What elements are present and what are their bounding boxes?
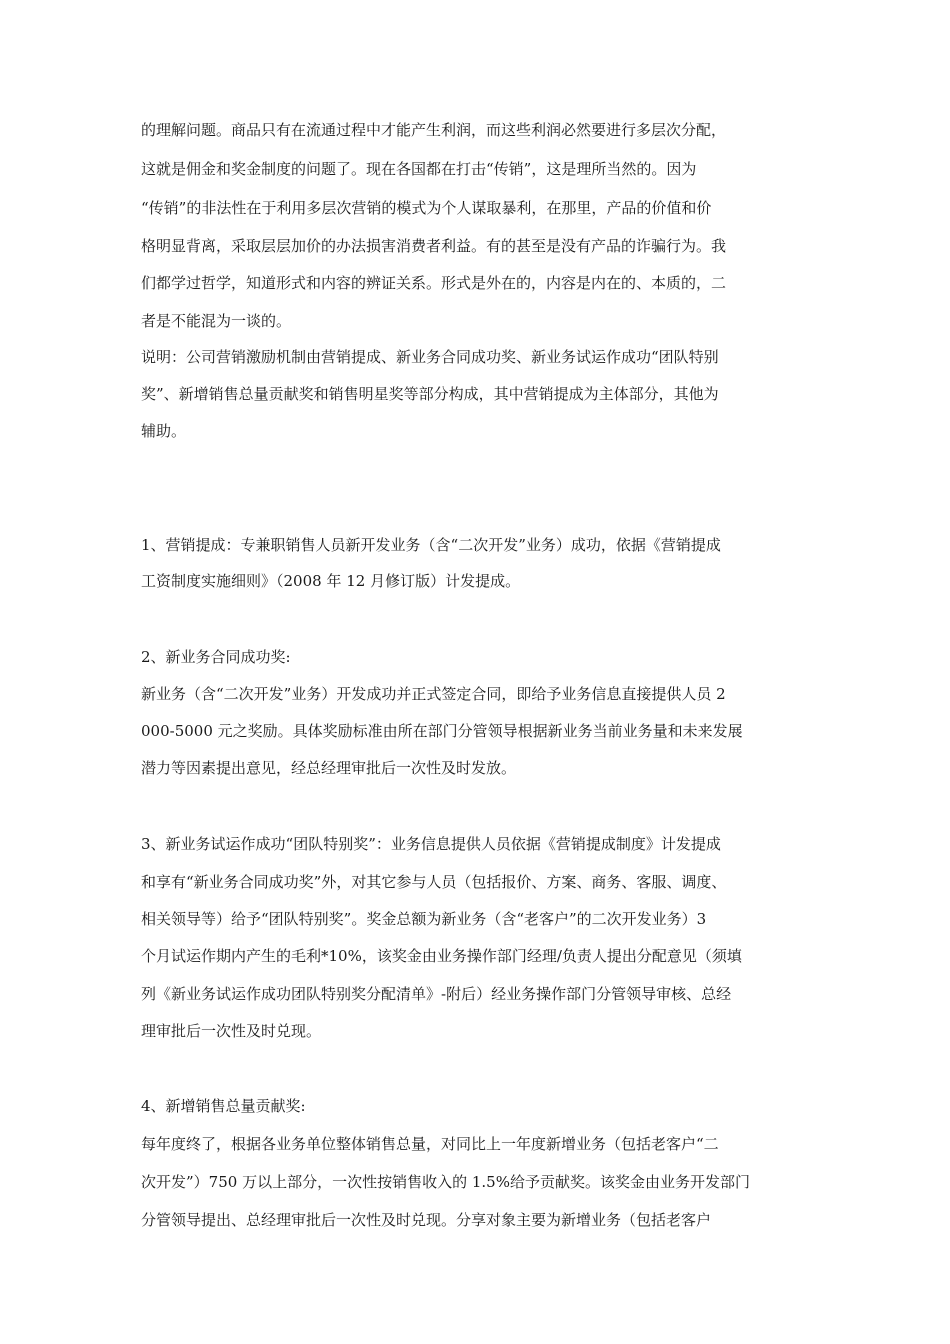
intro-line: 者是不能混为一谈的。 bbox=[141, 312, 292, 330]
section4-line: 分管领导提出、总经理审批后一次性及时兑现。分享对象主要为新增业务（包括老客户 bbox=[141, 1211, 712, 1229]
intro-line: 格明显背离，采取层层加价的办法损害消费者利益。有的甚至是没有产品的诈骗行为。我 bbox=[141, 237, 727, 255]
section2-line: 新业务（含“二次开发”业务）开发成功并正式签定合同，即给予业务信息直接提供人员 2 bbox=[141, 685, 726, 703]
note-line: 奖”、新增销售总量贡献奖和销售明星奖等部分构成，其中营销提成为主体部分，其他为 bbox=[141, 385, 719, 403]
note-line: 说明：公司营销激励机制由营销提成、新业务合同成功奖、新业务试运作成功“团队特别 bbox=[141, 348, 719, 366]
intro-line: “传销”的非法性在于利用多层次营销的模式为个人谋取暴利，在那里，产品的价值和价 bbox=[141, 199, 712, 217]
intro-line: 们都学过哲学，知道形式和内容的辨证关系。形式是外在的，内容是内在的、本质的，二 bbox=[141, 274, 727, 292]
section3-line: 和享有“新业务合同成功奖”外，对其它参与人员（包括报价、方案、商务、客服、调度、 bbox=[141, 873, 727, 891]
section2-line: 000-5000 元之奖励。具体奖励标准由所在部门分管领导根据新业务当前业务量和未来发展 bbox=[141, 722, 743, 740]
section3-line: 列《新业务试运作成功团队特别奖分配清单》-附后）经业务操作部门分管领导审核、总经 bbox=[141, 985, 732, 1003]
section4-line: 次开发”）750 万以上部分，一次性按销售收入的 1.5%给予贡献奖。该奖金由业务开发部门 bbox=[141, 1173, 750, 1191]
note-line: 辅助。 bbox=[141, 422, 187, 440]
section2-line: 潜力等因素提出意见，经总经理审批后一次性及时发放。 bbox=[141, 759, 517, 777]
section4-line: 每年度终了，根据各业务单位整体销售总量，对同比上一年度新增业务（包括老客户“二 bbox=[141, 1135, 719, 1153]
section3-line: 个月试运作期内产生的毛利*10%，该奖金由业务操作部门经理/负责人提出分配意见（须填 bbox=[141, 947, 742, 965]
section4-heading: 4、新增销售总量贡献奖: bbox=[141, 1097, 306, 1115]
intro-line: 的理解问题。商品只有在流通过程中才能产生利润，而这些利润必然要进行多层次分配， bbox=[141, 121, 727, 139]
section3-line: 相关领导等）给予“团队特别奖”。奖金总额为新业务（含“老客户”的二次开发业务）3 bbox=[141, 910, 707, 928]
section3-line: 理审批后一次性及时兑现。 bbox=[141, 1022, 322, 1040]
intro-line: 这就是佣金和奖金制度的问题了。现在各国都在打击“传销”，这是理所当然的。因为 bbox=[141, 160, 697, 178]
section1-line: 1、营销提成：专兼职销售人员新开发业务（含“二次开发”业务）成功，依据《营销提成 bbox=[141, 536, 721, 554]
section1-line: 工资制度实施细则》（2008 年 12 月修订版）计发提成。 bbox=[141, 572, 521, 590]
section2-heading: 2、新业务合同成功奖: bbox=[141, 648, 291, 666]
section3-line: 3、新业务试运作成功“团队特别奖”：业务信息提供人员依据《营销提成制度》计发提成 bbox=[141, 835, 721, 853]
